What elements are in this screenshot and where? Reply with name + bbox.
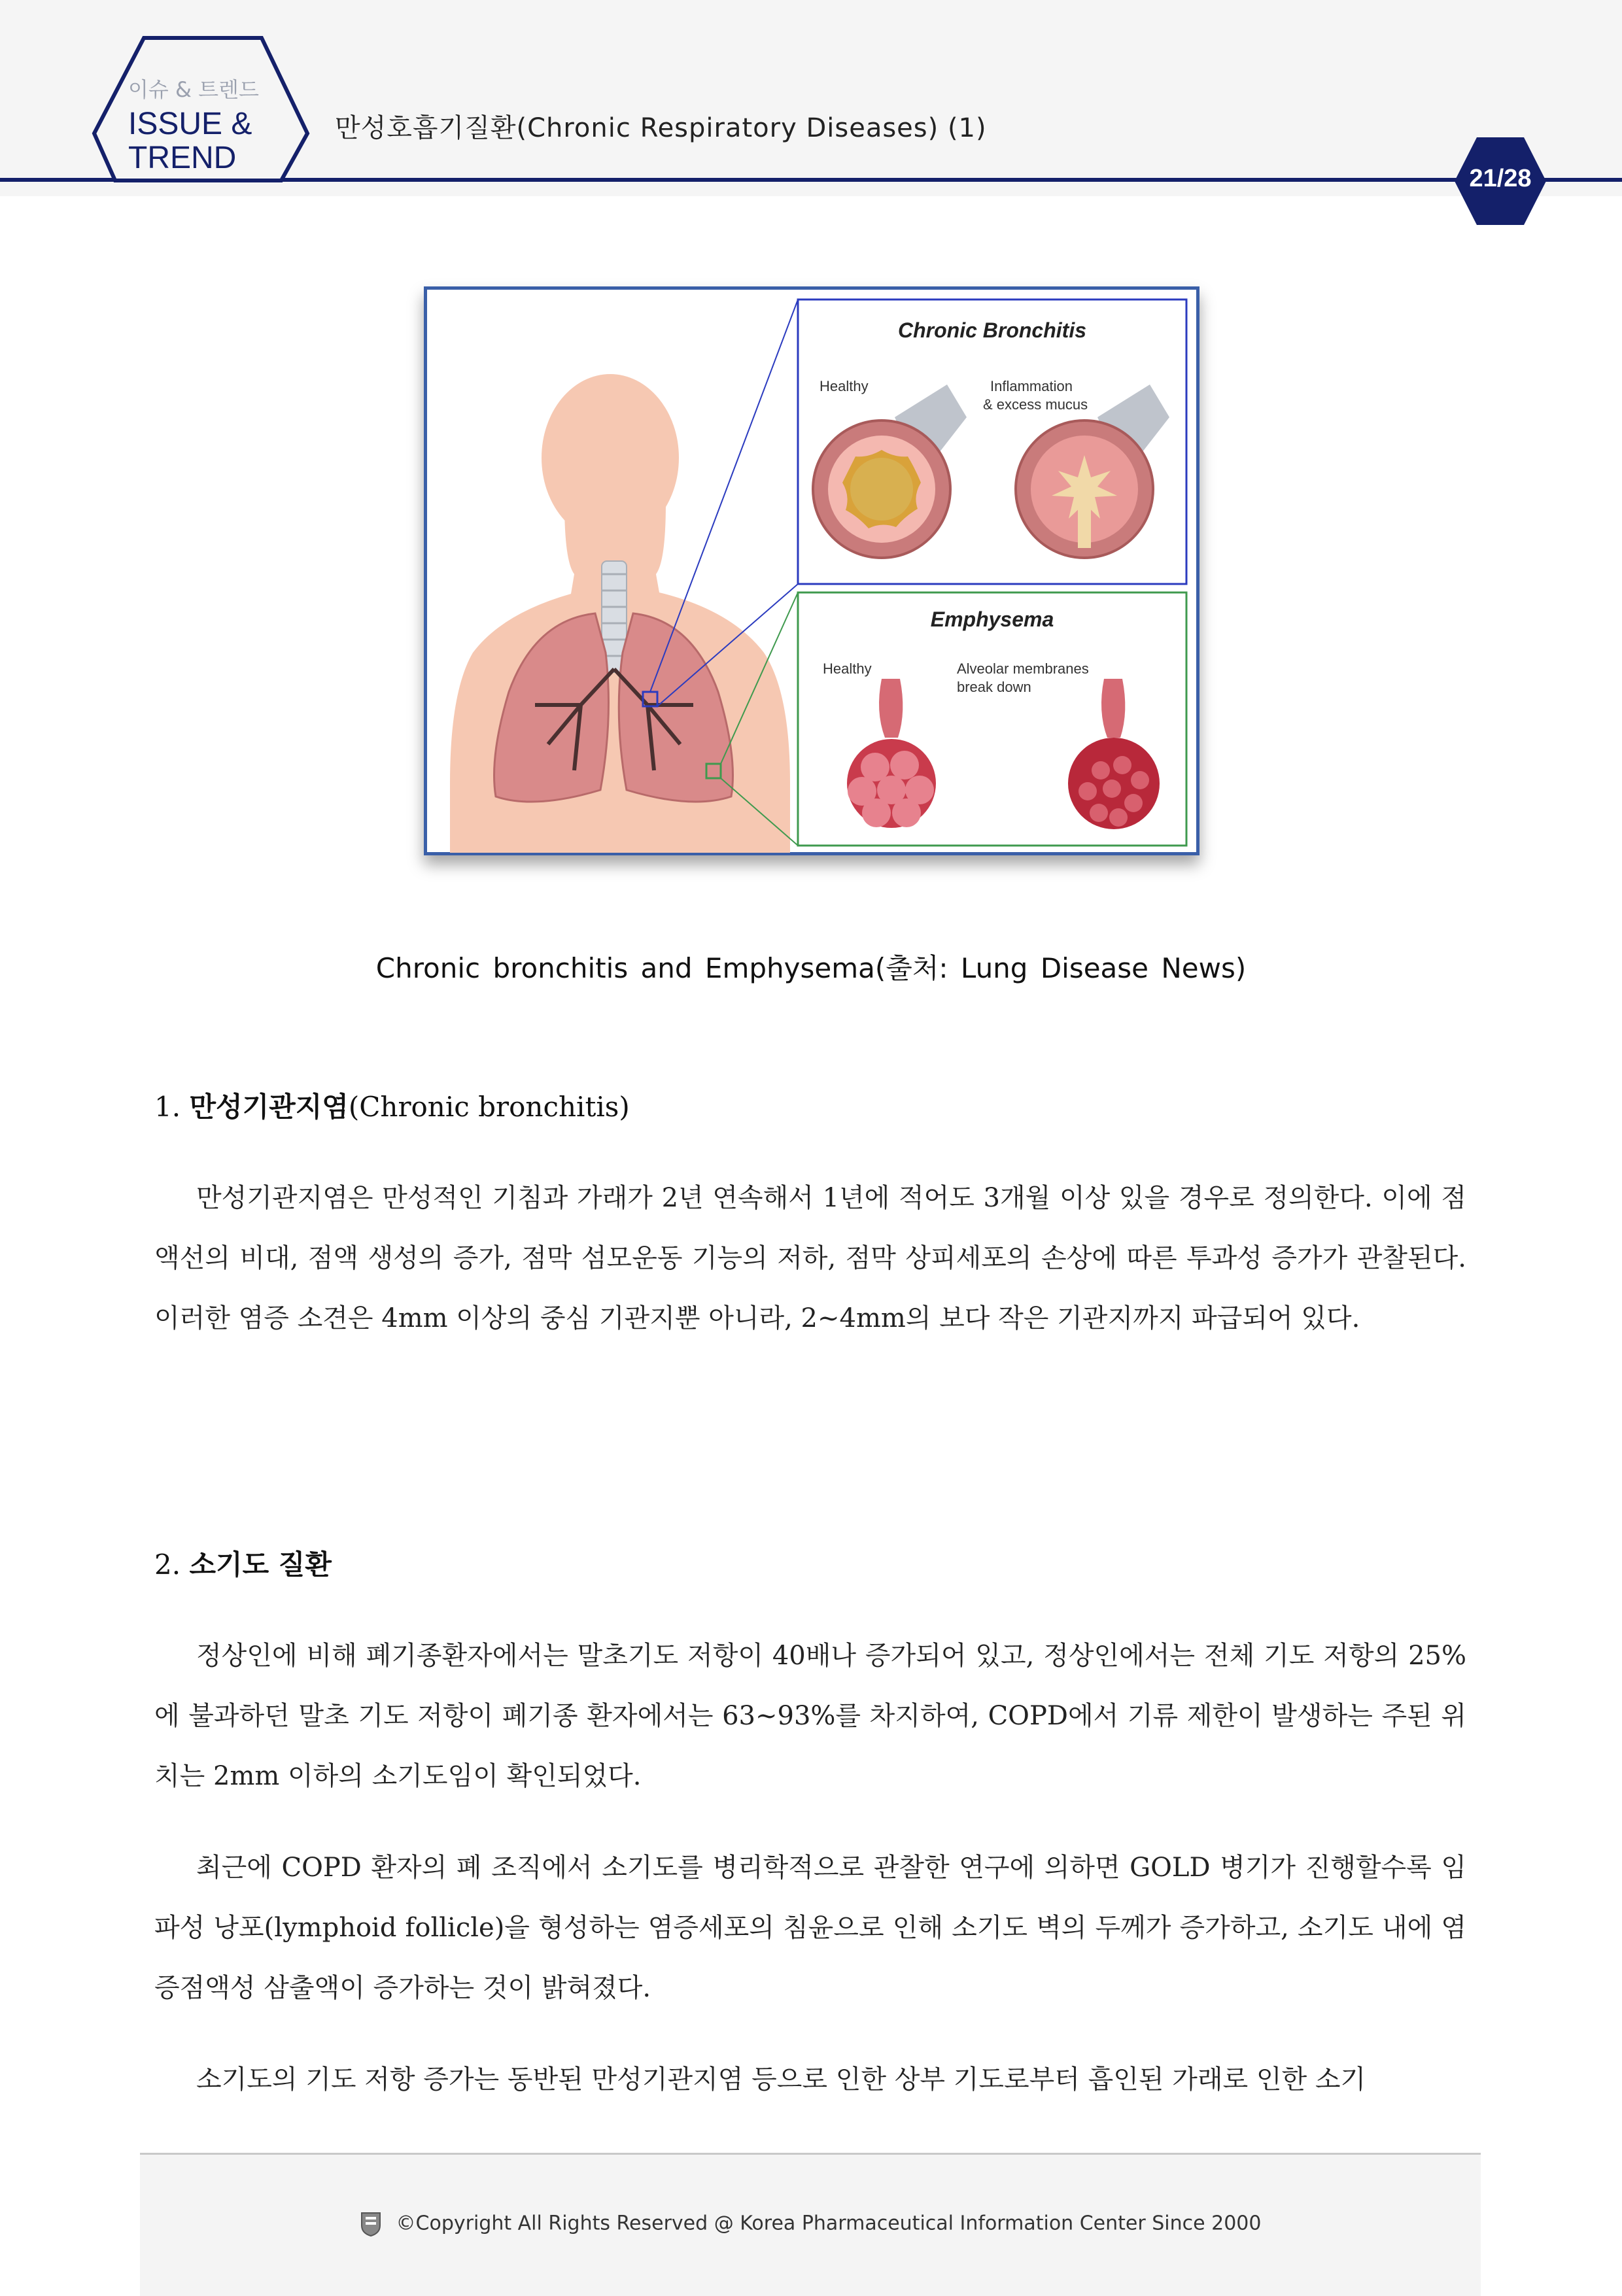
bronchitis-inflamed-label-2: & excess mucus [983, 396, 1088, 413]
section1-heading [154, 1086, 630, 1125]
bronchitis-title: Chronic Bronchitis [897, 318, 1087, 342]
section2-paragraph-1: 정상인에 비해 폐기종환자에서는 말초기도 저항이 40배나 증가되어 있고, 정상인에서는 전체 기도 저항의 25%에 불과하던 말초 기도 저항이 폐기종 환자에서는 63~93%를 차지하여, COPD에서 기류 제한이 발생하는 주된 위치는 2mm 이하의 소기도임이 확인되었다. [154, 1641, 1466, 1791]
emphysema-healthy-label: Healthy [823, 660, 872, 677]
figure-caption: Chronic bronchitis and Emphysema(출처: Lung Disease News) [375, 952, 1247, 984]
page-number-badge [1453, 136, 1547, 226]
page-header [0, 0, 1622, 196]
badge-trend-label: TREND [128, 141, 237, 175]
section2-number: 2. [154, 1549, 181, 1581]
issue-trend-badge [92, 35, 314, 183]
section1-title-ko: 만성기관지염 [189, 1091, 349, 1123]
emphysema-title: Emphysema [930, 608, 1054, 631]
footer-copyright [140, 2211, 1481, 2237]
section2-title-ko: 소기도 질환 [189, 1549, 332, 1581]
section1-paragraph: 만성기관지염은 만성적인 기침과 가래가 2년 연속해서 1년에 적어도 3개월 이상 있을 경우로 정의한다. 이에 점액선의 비대, 점액 생성의 증가, 점막 섬모운동 기능의 저하, 점막 상피세포의 손상에 따른 투과성 증가가 관찰된다. 이러한 염증 소견은 4mm 이상의 중심 기관지뿐 아니라, 2~4mm의 보다 작은 기관지까지 파급되어 있다. [154, 1183, 1466, 1333]
badge-korean-label: 이슈 & 트렌드 [128, 77, 259, 102]
section2-paragraph-2: 최근에 COPD 환자의 폐 조직에서 소기도를 병리학적으로 관찰한 연구에 의하면 GOLD 병기가 진행할수록 임파성 낭포(lymphoid follicle)을 형성하는 염증세포의 침윤으로 인해 소기도 벽의 두께가 증가하고, 소기도 내에 염증점액성 삼출액이 증가하는 것이 밝혀졌다. [154, 1853, 1466, 2003]
bronchitis-healthy-label: Healthy [820, 378, 869, 394]
section2-paragraph-3: 소기도의 기도 저항 증가는 동반된 만성기관지염 등으로 인한 상부 기도로부터 흡인된 가래로 인한 소기 [196, 2065, 1366, 2095]
section1-number: 1. [154, 1091, 181, 1123]
footer-copyright-text: ©Copyright All Rights Reserved @ Korea Pharmaceutical Information Center Since 2000 [396, 2212, 1262, 2235]
bronchitis-inflamed-label-1: Inflammation [990, 378, 1073, 394]
section2-heading [154, 1543, 332, 1583]
document-title: 만성호흡기질환(Chronic Respiratory Diseases) (1) [335, 113, 987, 143]
badge-issue-label: ISSUE & [128, 107, 252, 141]
kpic-logo-icon [360, 2211, 382, 2237]
lung-illustration [424, 286, 1199, 855]
page-number: 21/28 [1469, 165, 1532, 192]
page-footer [140, 2153, 1481, 2296]
emphysema-damaged-label-1: Alveolar membranes [957, 660, 1089, 677]
section1-title-en: (Chronic bronchitis) [348, 1091, 630, 1123]
emphysema-damaged-label-2: break down [957, 679, 1031, 695]
